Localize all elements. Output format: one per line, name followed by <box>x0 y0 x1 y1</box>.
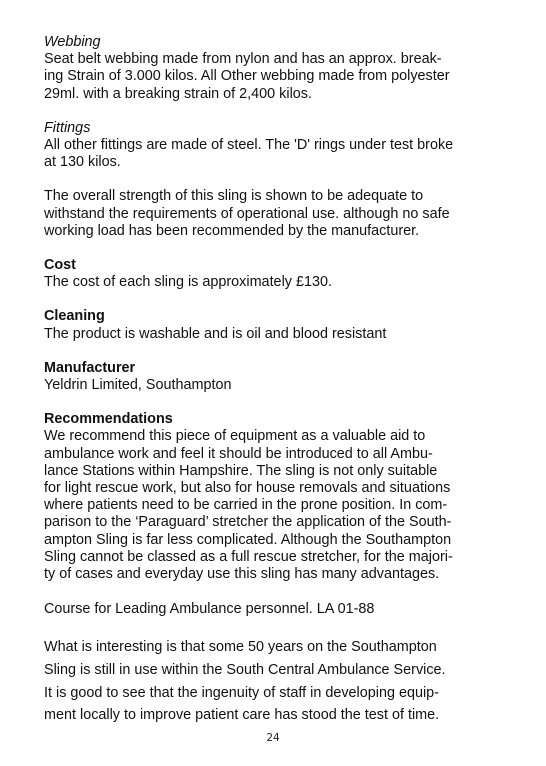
recommendations-text: We recommend this piece of equipment as a valuable aid to ambulance work and feel it should be introduced to all Ambu- lance Stations within Hampshire. The sling is not only suitable for light rescue work, but also for house removals and situations where patients need to be carried in the prone position. In com- parison to the ‘Paraguard’ stretcher the application of the South- ampton Sling is far less complicated. Although the Southampton Sling cannot be classed as a full rescue stretcher, for the majori- ty of cases and everyday use this sling has many advantages. <box>44 428 453 583</box>
cleaning-text: The product is washable and is oil and blood resistant <box>44 325 387 342</box>
manufacturer-text: Yeldrin Limited, Southampton <box>44 377 232 394</box>
webbing-heading: Webbing <box>44 34 101 50</box>
course-text: Course for Leading Ambulance personnel. LA 01-88 <box>44 601 375 618</box>
fittings-heading: Fittings <box>44 119 91 136</box>
cleaning-heading: Cleaning <box>44 308 105 325</box>
manufacturer-heading: Manufacturer <box>44 359 136 376</box>
recommendations-heading: Recommendations <box>44 411 173 428</box>
cost-text: The cost of each sling is approximately £130. <box>44 274 332 291</box>
strength-text: The overall strength of this sling is shown to be adequate to withstand the requirements of operational use. although no safe working load has been recommended by the manufacturer. <box>44 188 450 239</box>
page-number: 24 <box>266 732 280 744</box>
fittings-text: All other fittings are made of steel. The 'D' rings under test broke at 130 kilos. <box>44 137 454 171</box>
document-page <box>44 34 514 727</box>
cost-heading: Cost <box>44 257 76 274</box>
closing-text: What is interesting is that some 50 years on the Southampton Sling is still in use within the South Central Ambulance Service. It is good to see that the ingenuity of staff in developing equip- ment locally to improve patient care has stood the test of time. <box>44 639 446 724</box>
webbing-text: Seat belt webbing made from nylon and has an approx. break- ing Strain of 3.000 kilos. All Other webbing made from polyester 29ml. with a breaking strain of 2,400 kilos. <box>44 51 450 102</box>
